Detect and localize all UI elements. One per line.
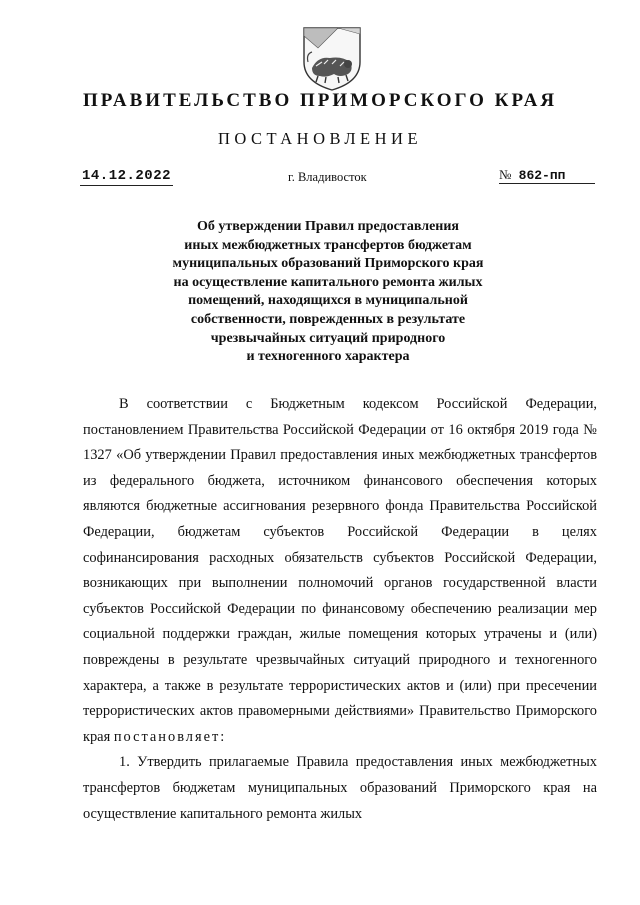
subject-line: и техногенного характера	[246, 349, 410, 365]
document-date: 14.12.2022	[82, 168, 172, 184]
subject-line: муниципальных образований Приморского края	[172, 256, 484, 272]
subject-line: собственности, поврежденных в результате	[190, 311, 466, 327]
subject-line: иных межбюджетных трансфертов бюджетам	[184, 237, 472, 253]
document-subject	[140, 218, 516, 367]
item-1-paragraph: 1. Утвердить прилагаемые Правила предоставления иных межбюджетных трансфертов бюджетам муниципальных образований Приморского края на осуществление капитального ремонта жилых	[83, 754, 597, 822]
subject-line: чрезвычайных ситуаций природного	[210, 330, 446, 346]
decree-word: постановляет:	[113, 728, 227, 745]
government-title: ПРАВИТЕЛЬСТВО ПРИМОРСКОГО КРАЯ	[82, 90, 558, 111]
coat-of-arms-tiger-icon	[298, 22, 366, 94]
preamble-paragraph	[83, 392, 597, 750]
preamble-text: В соответствии с Бюджетным кодексом Российской Федерации, постановлением Правительства Российской Федерации от 16 октября 2019 года № 1327 «Об утверждении Правил предоставления иных межбюджетных трансфертов из федерального бюджета, источником финансового обеспечения которых являются бюджетные ассигнования резервного фонда Правительства Российской Федерации, бюджетам субъектов Российской Федерации в целях софинансирования расходных обязательств субъектов Российской Федерации, возникающих при выполнении полномочий органов государственной власти субъектов Российской Федерации по финансовому обеспечению реализации мер социальной поддержки граждан, жилые помещения которых утрачены и (или) повреждены в результате чрезвычайных ситуаций природного и техногенного характера, а также в результате террористических актов и (или) при пресечении террористических актов правомерными действиями» Правительство Приморского края	[83, 396, 597, 745]
subject-line: Об утверждении Правил предоставления	[196, 219, 459, 234]
document-body	[83, 392, 597, 827]
subject-line: на осуществление капитального ремонта жилых	[173, 274, 483, 290]
document-number	[499, 167, 595, 184]
document-city: г. Владивосток	[288, 170, 367, 184]
number-value: 862-пп	[518, 168, 566, 183]
subject-line: помещений, находящихся в муниципальной	[188, 293, 468, 309]
number-sign: №	[499, 167, 512, 182]
document-type: ПОСТАНОВЛЕНИЕ	[217, 129, 423, 148]
